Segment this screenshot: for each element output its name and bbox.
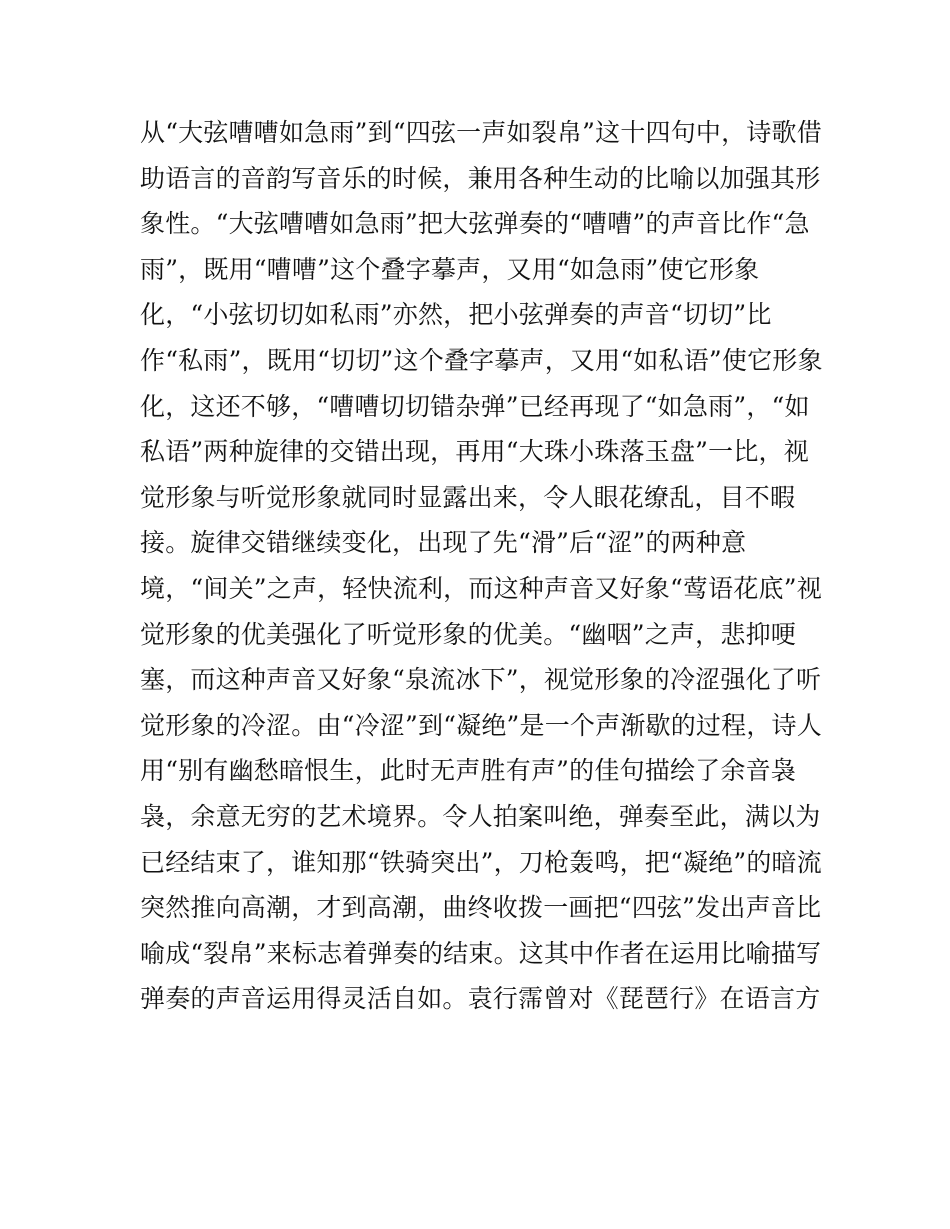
text-line: 化，“小弦切切如私雨”亦然，把小弦弹奏的声音“切切”比 <box>140 300 772 330</box>
text-line: 喻成“裂帛”来标志着弹奏的结束。这其中作者在运用比喻描写 <box>140 938 822 968</box>
text-line: 塞，而这种声音又好象“泉流冰下”，视觉形象的冷涩强化了听 <box>140 665 822 695</box>
text-line: 觉形象的冷涩。由“冷涩”到“凝绝”是一个声渐歇的过程，诗人 <box>140 710 822 740</box>
text-line: 觉形象的优美强化了听觉形象的优美。“幽咽”之声，悲抑哽 <box>140 619 796 649</box>
text-line: 觉形象与听觉形象就同时显露出来，令人眼花缭乱，目不暇 <box>140 482 796 512</box>
text-line: 作“私雨”，既用“切切”这个叠字摹声，又用“如私语”使它形象 <box>140 345 823 375</box>
text-line: 境，“间关”之声，轻快流利，而这种声音又好象“莺语花底”视 <box>140 573 822 603</box>
text-line: 已经结束了，谁知那“铁骑突出”，刀枪轰鸣，把“凝绝”的暗流 <box>140 847 822 877</box>
text-line: 弹奏的声音运用得灵活自如。袁行霈曾对《琵琶行》在语言方 <box>140 984 821 1014</box>
text-line: 化，这还不够，“嘈嘈切切错杂弹”已经再现了“如急雨”，“如 <box>140 391 810 421</box>
text-line: 私语”两种旋律的交错出现，再用“大珠小珠落玉盘”一比，视 <box>140 437 809 467</box>
text-line: 象性。“大弦嘈嘈如急雨”把大弦弹奏的“嘈嘈”的声音比作“急 <box>140 209 810 239</box>
text-line: 从“大弦嘈嘈如急雨”到“四弦一声如裂帛”这十四句中，诗歌借 <box>140 118 822 147</box>
text-line: 用“别有幽愁暗恨生，此时无声胜有声”的佳句描绘了余音袅 <box>140 756 796 786</box>
text-line: 袅，余意无穷的艺术境界。令人拍案叫绝，弹奏至此，满以为 <box>140 801 821 831</box>
text-line: 雨”，既用“嘈嘈”这个叠字摹声，又用“如急雨”使它形象 <box>140 254 760 284</box>
text-line: 助语言的音韵写音乐的时候，兼用各种生动的比喻以加强其形 <box>140 163 821 193</box>
text-line: 接。旋律交错继续变化，出现了先“滑”后“涩”的两种意 <box>140 528 747 558</box>
text-line: 突然推向高潮，才到高潮，曲终收拨一画把“四弦”发出声音比 <box>140 893 822 923</box>
body-paragraph <box>140 110 830 1022</box>
